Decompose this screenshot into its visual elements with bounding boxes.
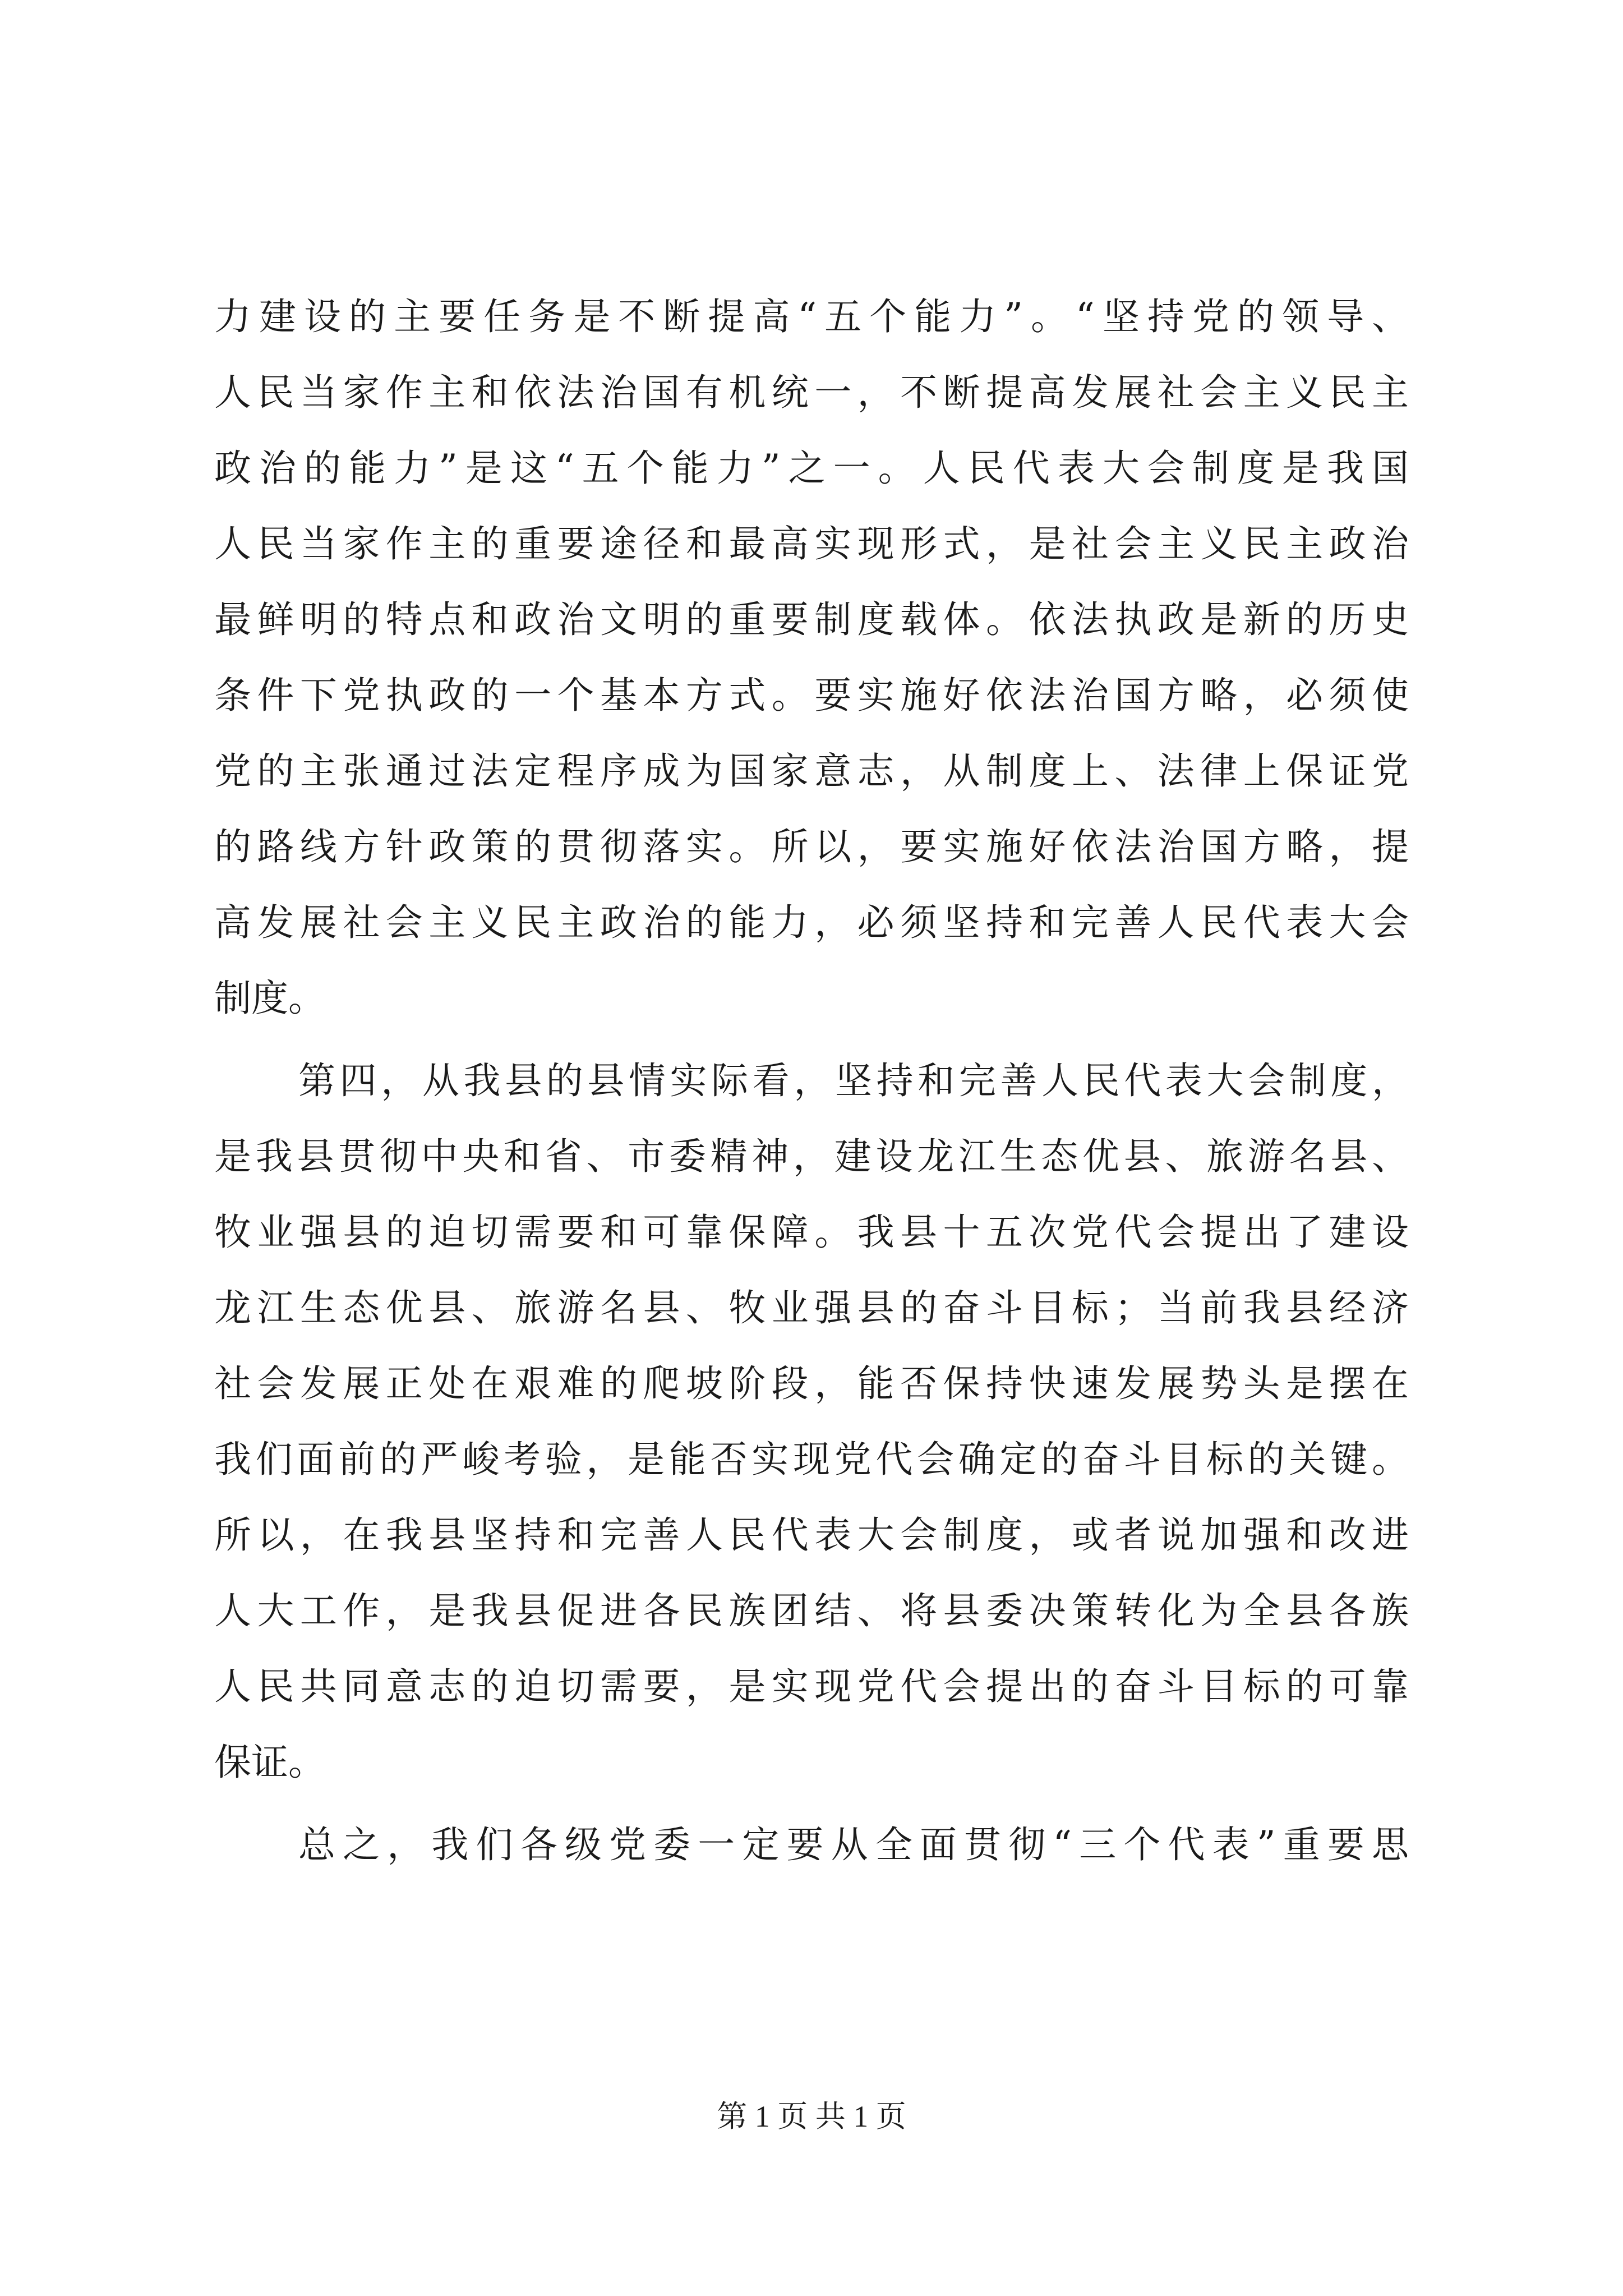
text-line: 最鲜明的特点和政治文明的重要制度载体。依法执政是新的历史 xyxy=(214,598,1409,641)
text-line: 人民共同意志的迫切需要，是实现党代会提出的奋斗目标的可靠 xyxy=(214,1665,1409,1708)
text-line: 社会发展正处在艰难的爬坡阶段，能否保持快速发展势头是摆在 xyxy=(214,1362,1409,1405)
text-line: 第四，从我县的县情实际看，坚持和完善人民代表大会制度， xyxy=(298,1059,1409,1102)
text-line: 高发展社会主义民主政治的能力，必须坚持和完善人民代表大会 xyxy=(214,901,1409,944)
paragraph-gap xyxy=(214,1036,1409,1043)
text-line: 我们面前的严峻考验，是能否实现党代会确定的奋斗目标的关键。 xyxy=(214,1438,1409,1481)
text-line: 总之，我们各级党委一定要从全面贯彻“三个代表”重要思 xyxy=(298,1823,1409,1866)
paragraph xyxy=(214,1807,1409,1883)
text-line: 党的主张通过法定程序成为国家意志，从制度上、法律上保证党 xyxy=(214,749,1409,793)
paragraph xyxy=(214,279,1409,1036)
text-line: 人大工作，是我县促进各民族团结、将县委决策转化为全县各族 xyxy=(214,1589,1409,1632)
text-line: 龙江生态优县、旅游名县、牧业强县的奋斗目标；当前我县经济 xyxy=(214,1286,1409,1329)
text-line: 的路线方针政策的贯彻落实。所以，要实施好依法治国方略，提 xyxy=(214,825,1409,868)
text-line: 是我县贯彻中央和省、市委精神，建设龙江生态优县、旅游名县、 xyxy=(214,1135,1409,1178)
page-footer xyxy=(0,2092,1623,2136)
page-number-label: 第 1 页 共 1 页 xyxy=(717,2100,906,2133)
text-line: 牧业强县的迫切需要和可靠保障。我县十五次党代会提出了建设 xyxy=(214,1211,1409,1254)
text-line: 所以，在我县坚持和完善人民代表大会制度，或者说加强和改进 xyxy=(214,1513,1409,1557)
text-line: 人民当家作主的重要途径和最高实现形式，是社会主义民主政治 xyxy=(214,522,1409,565)
document-body xyxy=(214,279,1409,1883)
text-line: 制度。 xyxy=(214,977,325,1020)
text-line: 政治的能力”是这“五个能力”之一。人民代表大会制度是我国 xyxy=(214,447,1409,490)
paragraph-gap xyxy=(214,1800,1409,1807)
paragraph xyxy=(214,1043,1409,1800)
text-line: 力建设的主要任务是不断提高“五个能力”。“坚持党的领导、 xyxy=(214,295,1409,338)
text-line: 条件下党执政的一个基本方式。要实施好依法治国方略，必须使 xyxy=(214,674,1409,717)
text-line: 保证。 xyxy=(214,1741,325,1784)
text-line: 人民当家作主和依法治国有机统一，不断提高发展社会主义民主 xyxy=(214,371,1409,414)
